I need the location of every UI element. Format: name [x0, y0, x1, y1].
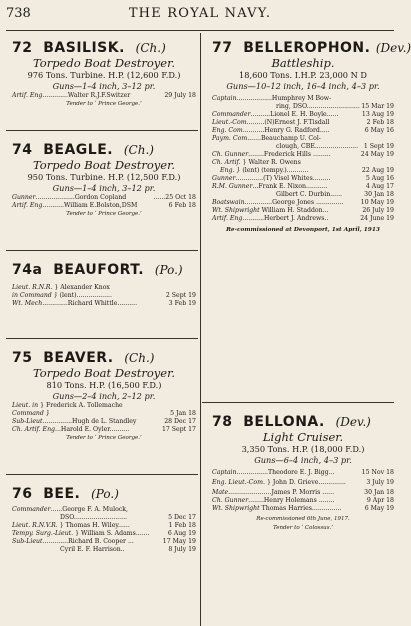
- ship-spec: 976 Tons. Turbine. H.P. (12,600 F.D.): [27, 70, 181, 80]
- ship-armament: Guns—1–4 inch, 3–12 pr.: [52, 81, 156, 91]
- entry-bellerophon: [212, 40, 411, 235]
- tender-note: Tender to ‘ Colossus.’: [272, 525, 334, 531]
- ship-type: Torpedo Boat Destroyer.: [33, 366, 175, 380]
- officer-row: Commander..........Lionel E. H. Boyle...... 13 Aug 19: [212, 111, 394, 118]
- entry-separator: [202, 402, 394, 403]
- ship-armament: Guns—10–12 inch, 16–4 inch, 4–3 pr.: [226, 81, 380, 91]
- ship-type: Torpedo Boat Destroyer.: [33, 56, 175, 70]
- officer-row: Artif. Eng...........William E.Bolston,DSM 6 Feb 18: [12, 202, 196, 209]
- officer-row: Sub-Lieut.............Richard B. Cooper ... 17 May 19: [12, 538, 196, 545]
- officer-row: Lieut.-Com.........(N)Ernest J. F.Tisdall 2 Feb 18: [212, 119, 394, 126]
- officer-row: clough, CBE...................... 1 Sept 19: [276, 143, 394, 150]
- page-title: THE ROYAL NAVY.: [128, 6, 272, 21]
- officer-row: Boatswain..............George Jones .............. 10 May 19: [212, 199, 394, 206]
- ship-spec: 950 Tons. Turbine. H.P. (12,500 F.D.): [27, 172, 181, 182]
- entry-separator: [6, 130, 198, 131]
- officer-row: Commander......George F. A. Mulock,: [12, 506, 129, 513]
- ship-title: 72 BASILISK. (Ch.): [12, 40, 166, 56]
- page-header: [0, 6, 400, 26]
- officer-row: Eng. Com...........Henry G. Radford..... 6 May 16: [212, 127, 394, 134]
- officer-row: Captain................Theodore E. J. Bigg... 15 Nov 18: [212, 469, 394, 476]
- ship-type: Battleship.: [271, 56, 335, 70]
- entry-separator: [6, 338, 198, 339]
- officer-row: R.M. Gunner...Frank E. Nixon........... 4 Aug 17: [212, 183, 394, 190]
- officer-row: Wt. Mech.............Richard Whittle.......... 3 Feb 19: [12, 300, 196, 307]
- officer-row: DSO........................... 5 Dec 17: [60, 514, 196, 521]
- entry-beaufort: [12, 262, 196, 308]
- ship-title: 74 BEAGLE. (Ch.): [12, 142, 154, 158]
- officer-row: in Command } (lent).................. 2 Sept 19: [12, 292, 196, 299]
- tender-note: Tender to ‘ Prince George.’: [66, 211, 142, 217]
- tender-note: Tender to ‘ Prince George.’: [66, 101, 142, 107]
- officer-row: Paym. Com.......Beauchamp U. Col-: [212, 135, 321, 142]
- officer-row: Gunner..............(T) Visel Whites......... 5 Aug 16: [212, 175, 394, 182]
- officer-row: Lieut. R.N.R. } Alexander Knox: [12, 284, 110, 291]
- entry-beagle: [12, 142, 196, 219]
- ship-title: 77 BELLEROPHON. (Dev.): [212, 40, 411, 56]
- officer-row: Lieut. in } Frederick A. Tollemache: [12, 402, 123, 409]
- officer-row: Mate......................James P. Morris ...... 30 Jan 18: [212, 489, 394, 496]
- officer-row: Ch. Artif. Eng...Harold E. Oyler.......... 17 Sept 17: [12, 426, 196, 433]
- column-divider: [200, 33, 201, 626]
- officer-row: Captain..................Humphrey M Bow-: [212, 95, 332, 102]
- officer-row: Ch. Artif. } Walter R. Owens: [212, 159, 301, 166]
- ship-spec: 18,600 Tons. I.H.P. 23,000 N D: [239, 70, 367, 80]
- ship-title: 74a BEAUFORT. (Po.): [12, 262, 183, 278]
- page-number: 738: [6, 6, 31, 21]
- recommission-note: Re-commissioned at Devonport, 1st April, 1913: [226, 227, 380, 233]
- ship-title: 76 BEE. (Po.): [12, 486, 119, 502]
- entry-separator: [6, 250, 198, 251]
- ship-type: Torpedo Boat Destroyer.: [33, 158, 175, 172]
- officer-row: Command } 5 Jan 18: [12, 410, 196, 417]
- officer-row: ring, DSO........................... 15 Mar 19: [276, 103, 394, 110]
- entry-bellona: [212, 414, 394, 533]
- officer-row: Artif. Eng.............Walter R.J.F.Switzer 29 July 18: [12, 92, 196, 99]
- ship-spec: 3,350 Tons. H.P. (18,000 F.D.): [241, 444, 365, 454]
- ship-armament: Guns—1–4 inch, 3–12 pr.: [52, 183, 156, 193]
- ship-spec: 810 Tons. H.P. (16,500 F.D.): [46, 380, 162, 390]
- officer-row: Tempy. Surg.-Lieut. } William S. Adams....... 6 Aug 19: [12, 530, 196, 537]
- officer-row: Ch. Gunner........Henry Holemans ........ 9 Apr 18: [212, 497, 394, 504]
- ship-armament: Guns—2–4 inch, 2–12 pr.: [52, 391, 156, 401]
- entry-separator: [6, 474, 198, 475]
- officer-row: Gunner....................Gordon Copland ......25 Oct 18: [12, 194, 196, 201]
- header-rule: [6, 30, 394, 31]
- ship-armament: Guns—6–4 inch, 4–3 pr.: [254, 455, 352, 465]
- officer-row: Lieut. R.N.V.R. } Thomas H. Wiley...... 1 Feb 18: [12, 522, 196, 529]
- officer-row: Eng. Lieut.-Com. } John D. Grieve.............. 3 July 19: [212, 479, 394, 486]
- officer-row: Sub-Lieut...............Hugh de L. Standley 28 Dec 17: [12, 418, 196, 425]
- recommission-note: Re-commissioned 6th June, 1917.: [256, 516, 350, 522]
- ship-type: Light Cruiser.: [262, 430, 344, 444]
- officer-row: Wt. Shipwright Thomas Harries............... 6 May 19: [212, 505, 394, 512]
- entry-beaver: [12, 350, 196, 443]
- officer-row: Gilbert C. Durbin...... 30 Jan 18: [276, 191, 394, 198]
- officer-row: Eng. } (lent) (tempy.)........... 22 Aug 19: [220, 167, 394, 174]
- officer-row: Wt. Shipwright William H. Staddon... 26 July 19: [212, 207, 394, 214]
- entry-basilisk: [12, 40, 196, 109]
- ship-title: 78 BELLONA. (Dev.): [212, 414, 371, 430]
- entry-bee: [12, 486, 196, 554]
- tender-note: Tender to ‘ Prince George.’: [66, 435, 142, 441]
- officer-row: Cyril E. F. Harrison.. 8 July 19: [60, 546, 196, 553]
- officer-row: Ch. Gunner........Frederick Hills ......... 24 May 19: [212, 151, 394, 158]
- ship-title: 75 BEAVER. (Ch.): [12, 350, 155, 366]
- officer-row: Artif. Eng...........Herbert J. Andrews.. 24 June 19: [212, 215, 394, 222]
